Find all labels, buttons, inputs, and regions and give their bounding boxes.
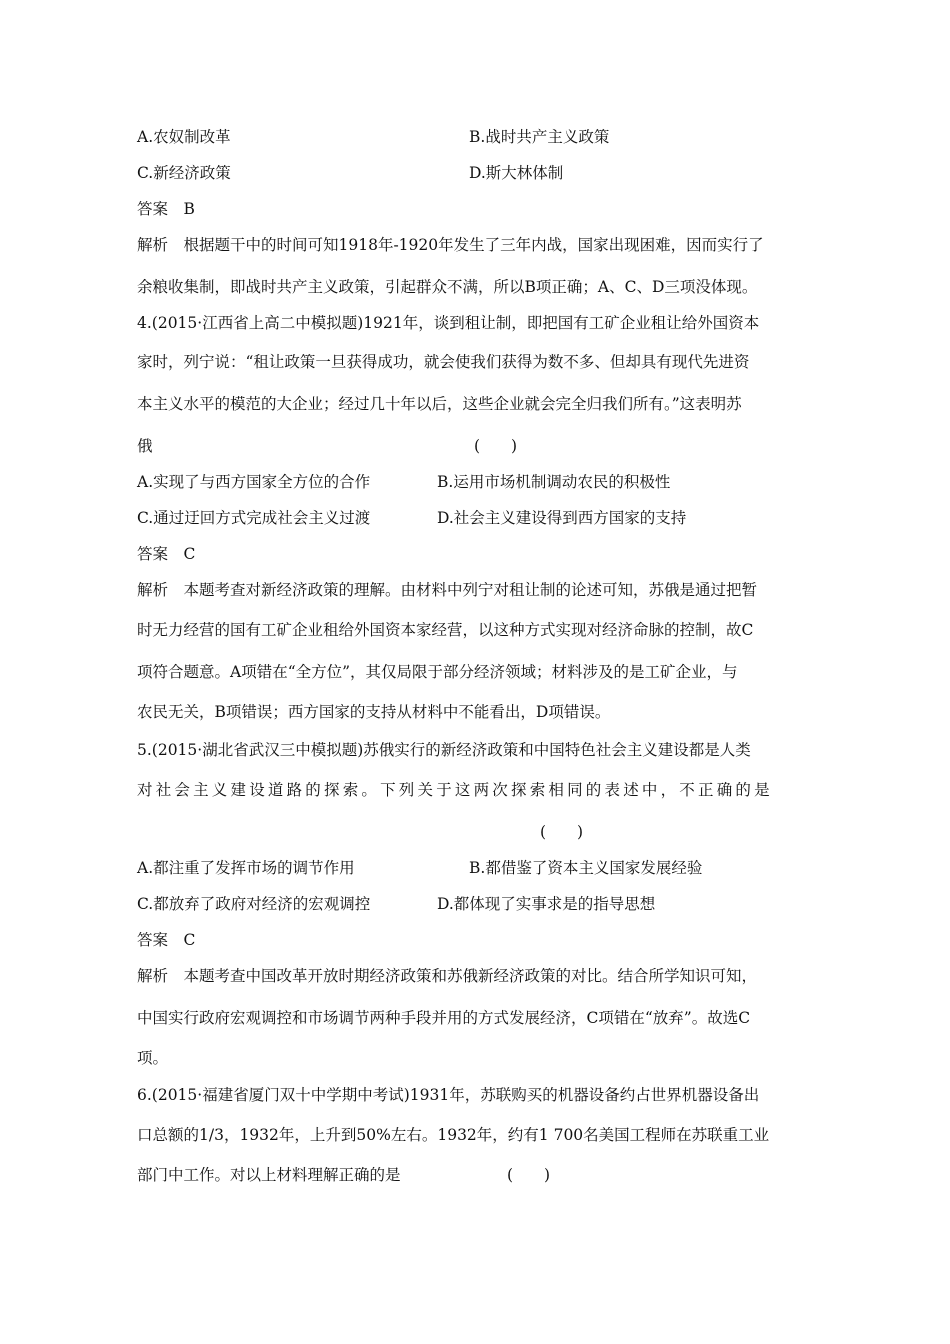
q4-option-d: D.社会主义建设得到西方国家的支持 bbox=[437, 509, 687, 527]
q4-option-a: A.实现了与西方国家全方位的合作 bbox=[137, 473, 371, 491]
q5-option-b: B.都借鉴了资本主义国家发展经验 bbox=[469, 859, 703, 877]
q6-stem-line: 部门中工作。对以上材料理解正确的是 bbox=[137, 1166, 401, 1184]
q3-option-a: A.农奴制改革 bbox=[137, 128, 231, 146]
q4-analysis-line: 解析 本题考查对新经济政策的理解。由材料中列宁对租让制的论述可知，苏俄是通过把暂 bbox=[137, 581, 758, 599]
q4-stem-line: 俄 bbox=[137, 437, 153, 455]
q5-analysis-line: 项。 bbox=[137, 1049, 169, 1067]
q5-option-a: A.都注重了发挥市场的调节作用 bbox=[137, 859, 355, 877]
q5-answer: 答案 C bbox=[137, 931, 196, 949]
q4-option-b: B.运用市场机制调动农民的积极性 bbox=[437, 473, 671, 491]
q4-answer-bracket: ( ) bbox=[474, 437, 518, 455]
q5-stem-line: 对社会主义建设道路的探索。下列关于这两次探索相同的表述中，不正确的是 bbox=[137, 781, 773, 799]
q3-option-d: D.斯大林体制 bbox=[469, 164, 564, 182]
q4-stem-line: 4.(2015·江西省上高二中模拟题)1921年，谈到租让制，即把国有工矿企业租让给外国资本 bbox=[137, 314, 760, 332]
q4-analysis-line: 项符合题意。A项错在“全方位”，其仅局限于部分经济领域；材料涉及的是工矿企业，与 bbox=[137, 663, 738, 681]
q5-answer-bracket: ( ) bbox=[540, 823, 584, 841]
q5-stem-line: 5.(2015·湖北省武汉三中模拟题)苏俄实行的新经济政策和中国特色社会主义建设都是人类 bbox=[137, 741, 751, 759]
q5-analysis-line: 解析 本题考查中国改革开放时期经济政策和苏俄新经济政策的对比。结合所学知识可知， bbox=[137, 967, 758, 985]
q5-option-c: C.都放弃了政府对经济的宏观调控 bbox=[137, 895, 371, 913]
q4-stem-line: 家时，列宁说：“租让政策一旦获得成功，就会使我们获得为数不多、但却具有现代先进资 bbox=[137, 353, 750, 371]
q5-option-d: D.都体现了实事求是的指导思想 bbox=[437, 895, 656, 913]
q3-option-b: B.战时共产主义政策 bbox=[469, 128, 610, 146]
q4-analysis-line: 时无力经营的国有工矿企业租给外国资本家经营，以这种方式实现对经济命脉的控制，故C bbox=[137, 621, 754, 639]
q3-option-c: C.新经济政策 bbox=[137, 164, 231, 182]
q4-analysis-line: 农民无关，B项错误；西方国家的支持从材料中不能看出，D项错误。 bbox=[137, 703, 611, 721]
q6-stem-line: 口总额的1/3，1932年，上升到50%左右。1932年，约有1 700名美国工程师在苏联重工业 bbox=[137, 1126, 770, 1144]
q3-analysis-line: 解析 根据题干中的时间可知1918年-1920年发生了三年内战，国家出现困难，因而实行了 bbox=[137, 236, 764, 254]
q3-answer: 答案 B bbox=[137, 200, 195, 218]
q4-stem-line: 本主义水平的模范的大企业；经过几十年以后，这些企业就会完全归我们所有。”这表明苏 bbox=[137, 395, 742, 413]
q4-answer: 答案 C bbox=[137, 545, 196, 563]
q5-analysis-line: 中国实行政府宏观调控和市场调节两种手段并用的方式发展经济，C项错在“放弃”。故选C bbox=[137, 1009, 751, 1027]
q3-analysis-line: 余粮收集制，即战时共产主义政策，引起群众不满，所以B项正确；A、C、D三项没体现。 bbox=[137, 278, 758, 296]
q4-option-c: C.通过迂回方式完成社会主义过渡 bbox=[137, 509, 371, 527]
q6-stem-line: 6.(2015·福建省厦门双十中学期中考试)1931年，苏联购买的机器设备约占世界机器设备出 bbox=[137, 1086, 760, 1104]
q6-answer-bracket: ( ) bbox=[507, 1166, 551, 1184]
